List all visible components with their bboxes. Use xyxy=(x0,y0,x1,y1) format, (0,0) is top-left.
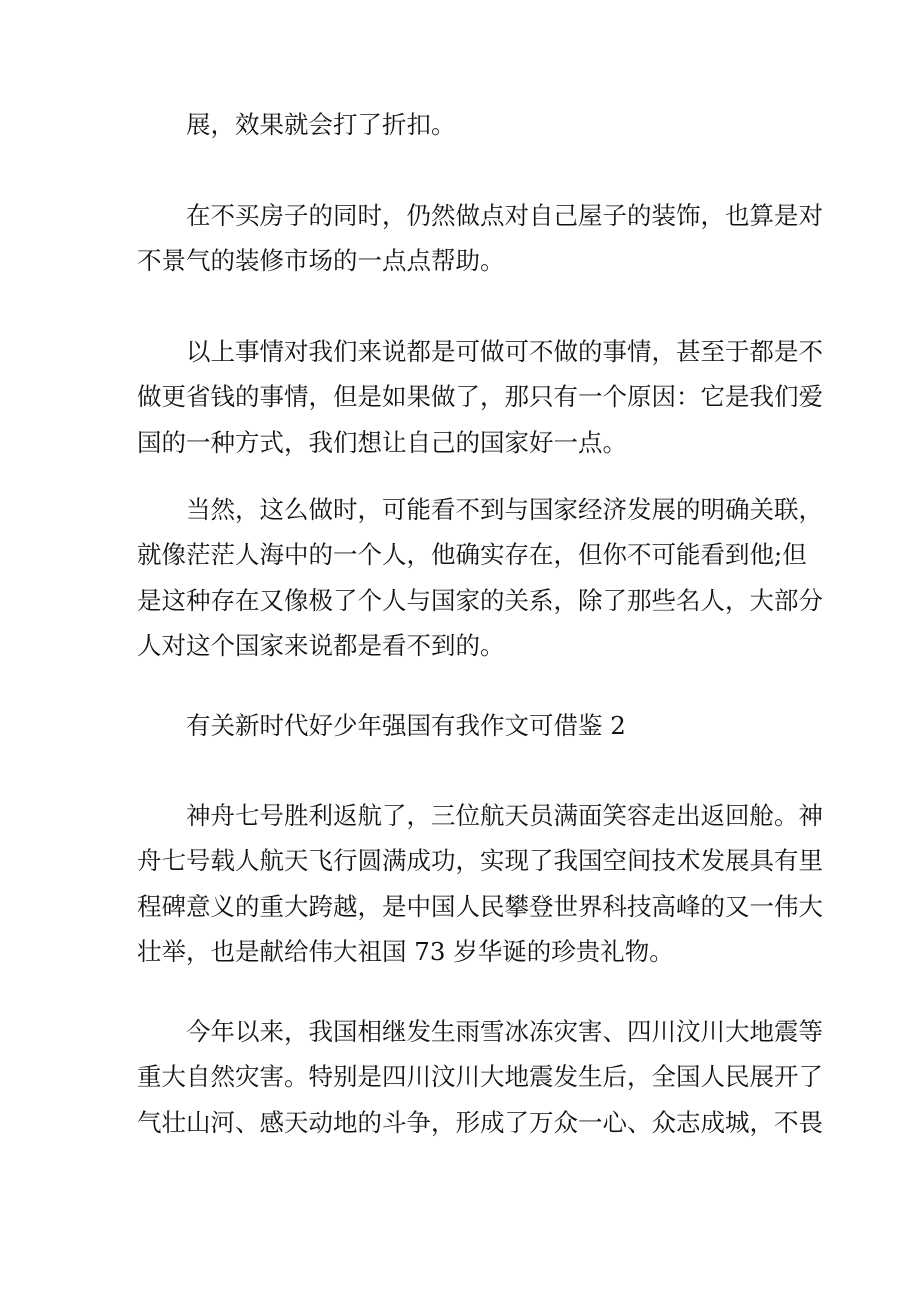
text-line: 气壮山河、感天动地的斗争，形成了万众一心、众志成城，不畏 xyxy=(137,1107,823,1137)
paragraph-continuation xyxy=(137,102,797,147)
paragraph-individual-nation xyxy=(137,487,823,668)
text-line: 展，效果就会打了折扣。 xyxy=(186,110,456,139)
text-line: 就像茫茫人海中的一个人，他确实存在，但你不可能看到他;但 xyxy=(137,540,807,570)
paragraph-shenzhou xyxy=(137,793,823,974)
text-line: 以上事情对我们来说都是可做可不做的事情，甚至于都是不 xyxy=(186,337,823,366)
text-line: 人对这个国家来说都是看不到的。 xyxy=(137,630,505,660)
text-line: 当然，这么做时，可能看不到与国家经济发展的明确关联， xyxy=(186,495,823,524)
section-heading xyxy=(186,703,806,748)
text-line: 今年以来，我国相继发生雨雪冰冻灾害、四川汶川大地震等 xyxy=(186,1017,823,1046)
text-line: 重大自然灾害。特别是四川汶川大地震发生后，全国人民展开了 xyxy=(137,1062,823,1092)
paragraph-patriotism xyxy=(137,329,823,465)
text-line: 壮举，也是献给伟大祖国 73 岁华诞的珍贵礼物。 xyxy=(137,936,674,966)
heading-text: 有关新时代好少年强国有我作文可借鉴 2 xyxy=(186,711,626,740)
text-line: 是这种存在又像极了个人与国家的关系，除了那些名人，大部分 xyxy=(137,585,823,615)
text-line: 做更省钱的事情，但是如果做了，那只有一个原因：它是我们爱 xyxy=(137,382,823,412)
text-line: 神舟七号胜利返航了，三位航天员满面笑容走出返回舱。神 xyxy=(186,801,823,830)
paragraph-disasters xyxy=(137,1009,823,1145)
text-line: 不景气的装修市场的一点点帮助。 xyxy=(137,246,505,276)
text-line: 舟七号载人航天飞行圆满成功，实现了我国空间技术发展具有里 xyxy=(137,846,823,876)
text-line: 程碑意义的重大跨越，是中国人民攀登世界科技高峰的又一伟大 xyxy=(137,891,823,921)
paragraph-decoration xyxy=(137,193,823,284)
text-line: 在不买房子的同时，仍然做点对自己屋子的装饰，也算是对 xyxy=(186,201,823,230)
text-line: 国的一种方式，我们想让自己的国家好一点。 xyxy=(137,427,627,457)
